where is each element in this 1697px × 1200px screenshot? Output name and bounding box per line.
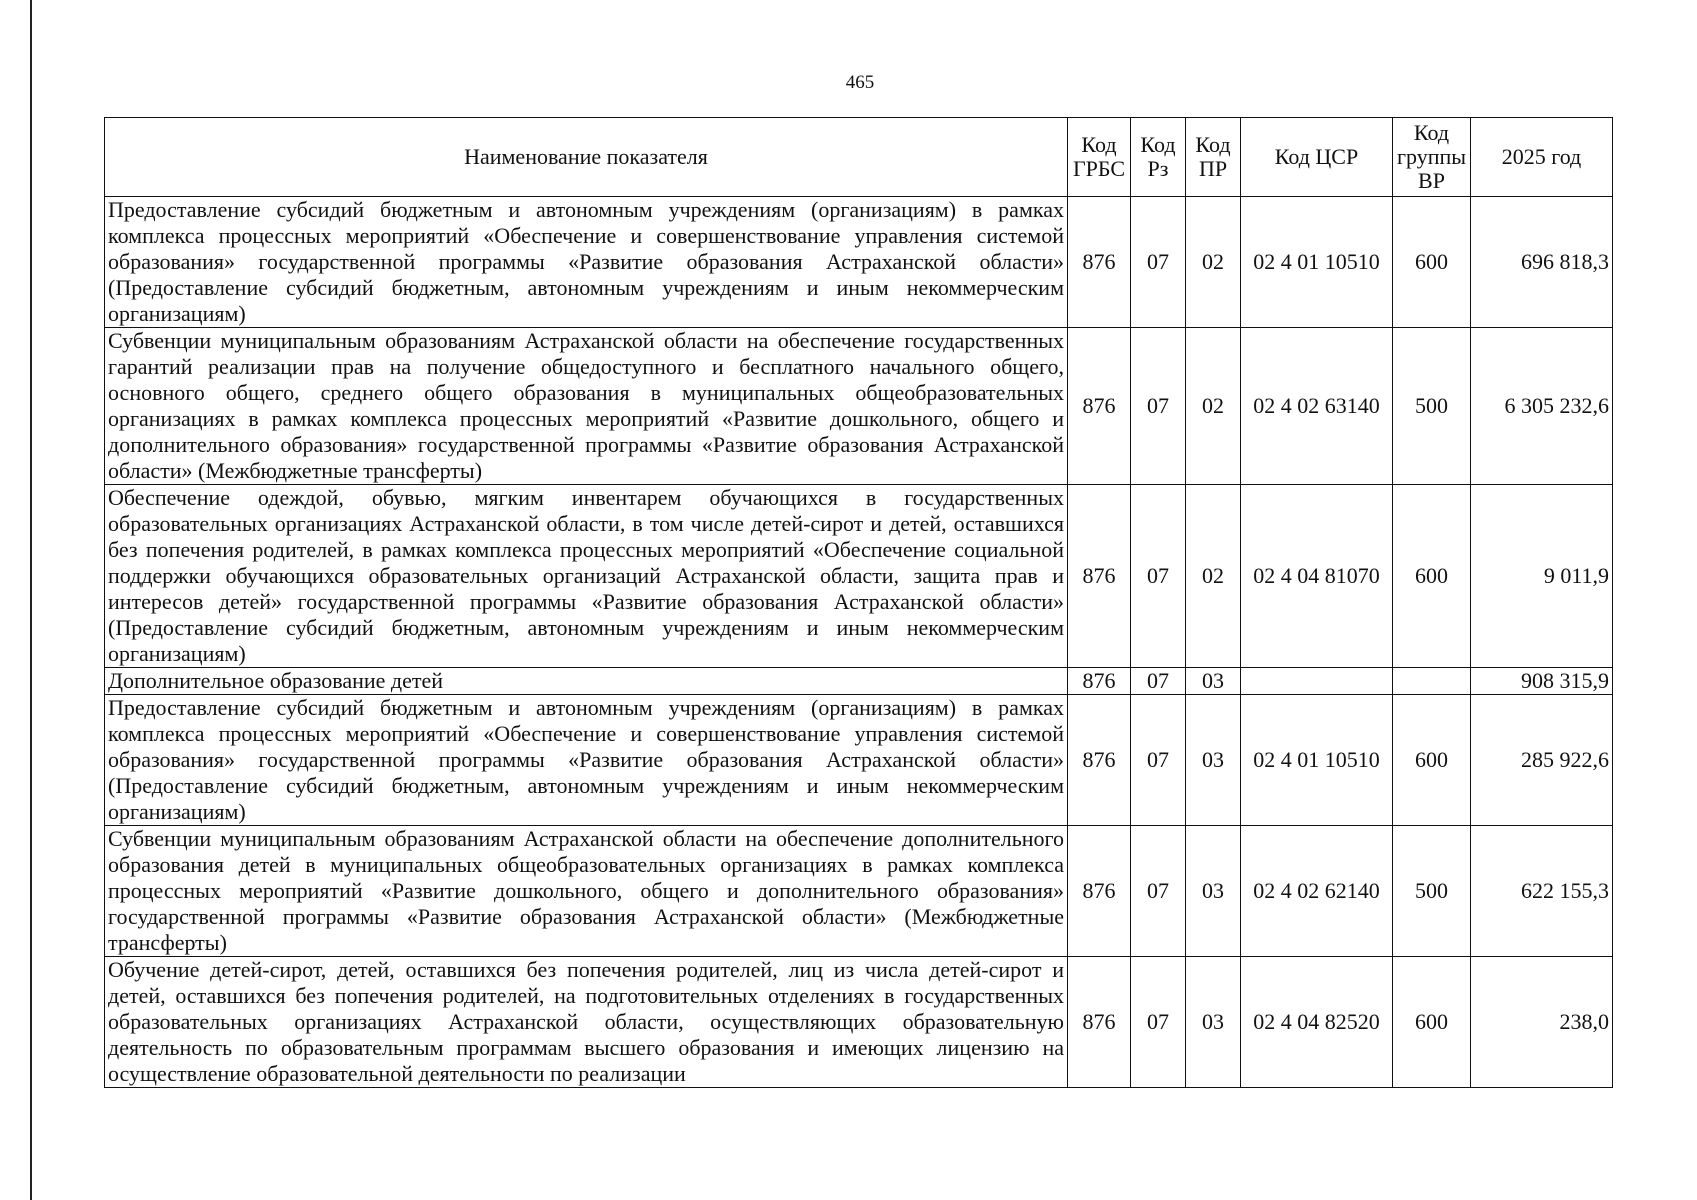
row-grbs: 876	[1068, 695, 1131, 826]
row-amount: 908 315,9	[1471, 668, 1613, 695]
row-grbs: 876	[1068, 957, 1131, 1088]
row-csr: 02 4 01 10510	[1241, 197, 1393, 328]
header-pr: Код ПР	[1186, 118, 1241, 197]
budget-table	[104, 117, 1613, 1088]
row-amount: 6 305 232,6	[1471, 328, 1613, 485]
row-rz: 07	[1131, 668, 1186, 695]
row-amount: 622 155,3	[1471, 826, 1613, 957]
row-rz: 07	[1131, 485, 1186, 668]
header-grbs: Код ГРБС	[1068, 118, 1131, 197]
row-vr: 600	[1393, 957, 1471, 1088]
row-rz: 07	[1131, 197, 1186, 328]
table-row	[105, 957, 1613, 1088]
row-grbs: 876	[1068, 826, 1131, 957]
row-csr: 02 4 02 62140	[1241, 826, 1393, 957]
row-name: Предоставление субсидий бюджетным и автономным учреждениям (организациям) в рамках комплекса процессных мероприятий «Обеспечение и совершенствование управления системой образования» государственной программы «Развитие образования Астраханской области» (Предоставление субсидий бюджетным, автономным учреждениям и иным некоммерческим организациям)	[105, 695, 1068, 826]
row-vr	[1393, 668, 1471, 695]
row-name: Предоставление субсидий бюджетным и автономным учреждениям (организациям) в рамках комплекса процессных мероприятий «Обеспечение и совершенствование управления системой образования» государственной программы «Развитие образования Астраханской области» (Предоставление субсидий бюджетным, автономным учреждениям и иным некоммерческим организациям)	[105, 197, 1068, 328]
row-csr	[1241, 668, 1393, 695]
header-year: 2025 год	[1471, 118, 1613, 197]
row-grbs: 876	[1068, 668, 1131, 695]
row-amount: 285 922,6	[1471, 695, 1613, 826]
row-rz: 07	[1131, 695, 1186, 826]
table-header-row	[105, 118, 1613, 197]
table-row	[105, 826, 1613, 957]
header-vr: Код группы ВР	[1393, 118, 1471, 197]
row-vr: 600	[1393, 197, 1471, 328]
row-vr: 500	[1393, 328, 1471, 485]
binding-margin-line	[30, 0, 32, 1200]
table-row	[105, 197, 1613, 328]
table-row	[105, 485, 1613, 668]
row-name: Дополнительное образование детей	[105, 668, 1068, 695]
row-grbs: 876	[1068, 328, 1131, 485]
row-name: Обеспечение одеждой, обувью, мягким инвентарем обучающихся в государственных образовательных организациях Астраханской области, в том числе детей-сирот и детей, оставшихся без попечения родителей, в рамках комплекса процессных мероприятий «Обеспечение социальной поддержки обучающихся образовательных организаций Астраханской области, защита прав и интересов детей» государственной программы «Развитие образования Астраханской области» (Предоставление субсидий бюджетным, автономным учреждениям и иным некоммерческим организациям)	[105, 485, 1068, 668]
row-amount: 238,0	[1471, 957, 1613, 1088]
row-grbs: 876	[1068, 485, 1131, 668]
row-pr: 03	[1186, 957, 1241, 1088]
row-pr: 03	[1186, 695, 1241, 826]
header-rz: Код Рз	[1131, 118, 1186, 197]
row-name: Субвенции муниципальным образованиям Астраханской области на обеспечение государственных гарантий реализации прав на получение общедоступного и бесплатного начального общего, основного общего, среднего общего образования в муниципальных общеобразовательных организациях в рамках комплекса процессных мероприятий «Развитие дошкольного, общего и дополнительного образования» государственной программы «Развитие образования Астраханской области» (Межбюджетные трансферты)	[105, 328, 1068, 485]
page-number: 465	[845, 72, 875, 93]
row-vr: 600	[1393, 485, 1471, 668]
row-csr: 02 4 04 82520	[1241, 957, 1393, 1088]
row-amount: 696 818,3	[1471, 197, 1613, 328]
row-grbs: 876	[1068, 197, 1131, 328]
header-name: Наименование показателя	[105, 118, 1068, 197]
table-row	[105, 668, 1613, 695]
table-row	[105, 328, 1613, 485]
header-csr: Код ЦСР	[1241, 118, 1393, 197]
row-name: Обучение детей-сирот, детей, оставшихся без попечения родителей, лиц из числа детей-сирот и детей, оставшихся без попечения родителей, на подготовительных отделениях в государственных образовательных организациях Астраханской области, осуществляющих образовательную деятельность по образовательным программам высшего образования и имеющих лицензию на осуществление образовательной деятельности по реализации	[105, 957, 1068, 1088]
row-pr: 02	[1186, 485, 1241, 668]
row-pr: 02	[1186, 197, 1241, 328]
row-rz: 07	[1131, 826, 1186, 957]
row-amount: 9 011,9	[1471, 485, 1613, 668]
row-rz: 07	[1131, 328, 1186, 485]
row-pr: 03	[1186, 668, 1241, 695]
row-rz: 07	[1131, 957, 1186, 1088]
row-vr: 600	[1393, 695, 1471, 826]
row-csr: 02 4 02 63140	[1241, 328, 1393, 485]
row-vr: 500	[1393, 826, 1471, 957]
row-pr: 02	[1186, 328, 1241, 485]
row-csr: 02 4 04 81070	[1241, 485, 1393, 668]
row-csr: 02 4 01 10510	[1241, 695, 1393, 826]
row-name: Субвенции муниципальным образованиям Астраханской области на обеспечение дополнительного образования детей в муниципальных общеобразовательных организациях в рамках комплекса процессных мероприятий «Развитие дошкольного, общего и дополнительного образования» государственной программы «Развитие образования Астраханской области» (Межбюджетные трансферты)	[105, 826, 1068, 957]
row-pr: 03	[1186, 826, 1241, 957]
table-row	[105, 695, 1613, 826]
